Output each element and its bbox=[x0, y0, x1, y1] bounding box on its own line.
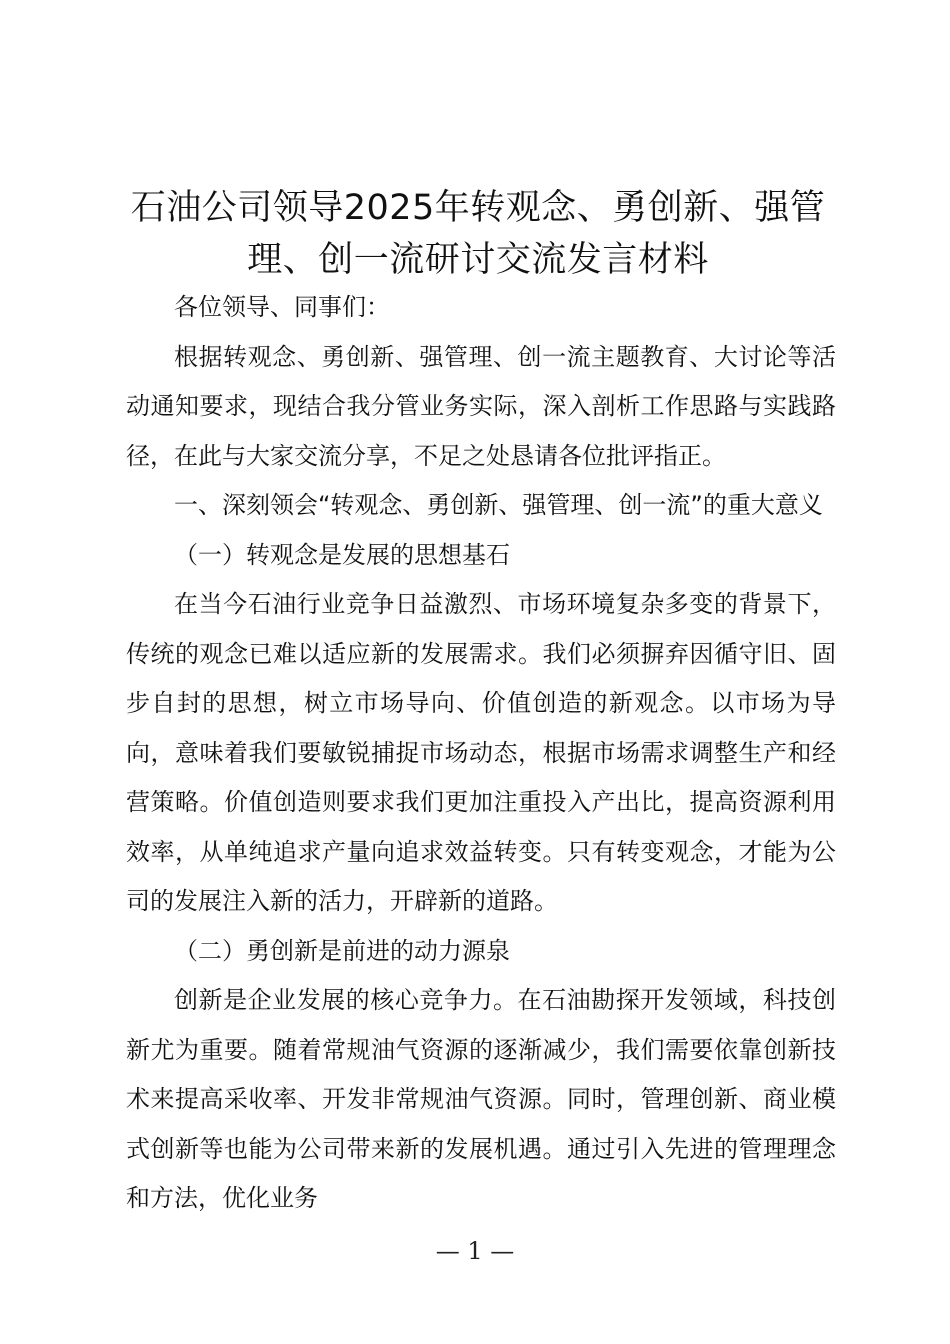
paragraph-innovation: 创新是企业发展的核心竞争力。在石油勘探开发领域，科技创新尤为重要。随着常规油气资源的逐渐减少，我们需要依靠创新技术来提高采收率、开发非常规油气资源。同时，管理创新、商业模式创新等也能为公司带来新的发展机遇。通过引入先进的管理理念和方法，优化业务 bbox=[126, 986, 836, 1212]
subsection-heading-1: （一）转观念是发展的思想基石 bbox=[174, 540, 510, 569]
document-title: 石油公司领导2025年转观念、勇创新、强管理、创一流研讨交流发言材料 bbox=[130, 188, 826, 280]
section-heading-1: 一、深刻领会“转观念、勇创新、强管理、创一流”的重大意义 bbox=[174, 491, 823, 519]
intro-paragraph: 根据转观念、勇创新、强管理、创一流主题教育、大讨论等活动通知要求，现结合我分管业务实际，深入剖析工作思路与实践路径，在此与大家交流分享，不足之处恳请各位批评指正。 bbox=[126, 342, 836, 470]
page-number: — 1 — bbox=[435, 1237, 515, 1265]
subsection-heading-2: （二）勇创新是前进的动力源泉 bbox=[174, 936, 510, 965]
salutation: 各位领导、同事们： bbox=[174, 293, 390, 321]
document-body bbox=[126, 283, 836, 1224]
paragraph-transform-concept: 在当今石油行业竞争日益激烈、市场环境复杂多变的背景下，传统的观念已难以适应新的发展需求。我们必须摒弃因循守旧、固步自封的思想，树立市场导向、价值创造的新观念。以市场为导向，意味着我们要敏锐捕捉市场动态，根据市场需求调整生产和经营策略。价值创造则要求我们更加注重投入产出比，提高资源利用效率，从单纯追求产量向追求效益转变。只有转变观念，才能为公司的发展注入新的活力，开辟新的道路。 bbox=[126, 590, 836, 915]
